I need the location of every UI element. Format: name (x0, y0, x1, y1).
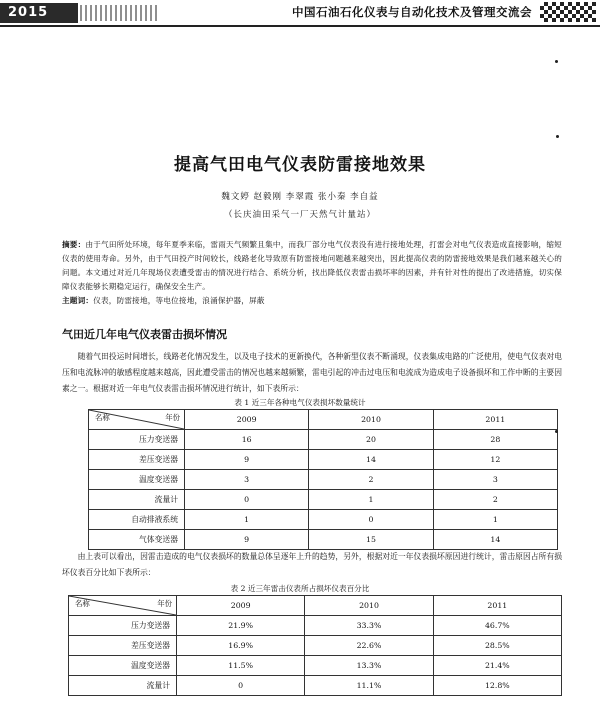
table-cell: 12.8% (433, 676, 561, 696)
table-cell: 0 (309, 510, 433, 530)
table1-row-name: 自动排液系统 (89, 510, 185, 530)
body-paragraph-1: 随着气田投运时间增长，线路老化情况发生，以及电子技术的更新换代，各种新型仪表不断涌现，仪表集成电路的广泛使用，使电气仪表对电压和电流脉冲的敏感程度越来越高，因此遭受雷击的情况也越来越频繁，雷电引起的冲击过电压和电流成为造成电子设备损坏和工作中断的主要因素之一。根据对近一年电气仪表雷击损坏情况进行统计，如下表所示： (62, 352, 562, 393)
table-cell: 11.1% (305, 676, 433, 696)
table1-row-name: 流量计 (89, 490, 185, 510)
table2-diagonal-header (69, 596, 177, 616)
table-row (89, 510, 558, 530)
table2 (68, 595, 562, 696)
table1-diagonal-header (89, 410, 185, 430)
scan-speck (556, 135, 559, 138)
table2-year: 2009 (177, 596, 305, 616)
scan-speck (555, 60, 558, 63)
table2-row-name: 温度变送器 (69, 656, 177, 676)
table-cell: 28 (433, 430, 557, 450)
table1 (88, 409, 558, 550)
table1-row-name: 压力变送器 (89, 430, 185, 450)
table1-year: 2011 (433, 410, 557, 430)
table1-caption: 表 1 近三年各种电气仪表损坏数量统计 (234, 398, 366, 407)
table-cell: 9 (185, 450, 309, 470)
table1-year: 2010 (309, 410, 433, 430)
table-row (89, 530, 558, 550)
table2-head-year: 年份 (157, 599, 172, 608)
paper-authors: 魏文婷 赵毅刚 李翠霞 张小秦 李自益 (221, 192, 379, 202)
table1-row-name: 气体变送器 (89, 530, 185, 550)
table-row (89, 470, 558, 490)
header-rule (0, 25, 600, 27)
body-paragraph-2: 由上表可以看出，因雷击造成的电气仪表损坏的数量总体呈逐年上升的趋势，另外，根据对近一年仪表损坏原因进行统计，雷击原因占所有损坏仪表百分比如下表所示： (62, 552, 562, 577)
table-cell: 28.5% (433, 636, 561, 656)
table-cell: 16 (185, 430, 309, 450)
header-year: 2015 (0, 3, 78, 23)
scan-speck (555, 430, 558, 433)
table2-row-name: 差压变送器 (69, 636, 177, 656)
table-cell: 0 (177, 676, 305, 696)
abstract-text: 由于气田所处环境，每年夏季来临，雷雨天气频繁且集中，而我厂部分电气仪表没有进行接地处理，打雷会对电气仪表造成直接影响，缩短仪表的使用寿命。另外，由于气田投产时间较长，线路老化导致原有防雷接地问题越来越突出，因此提高仪表的防雷接地效果是我们越来越关心的问题。本文通过对近几年现场仪表遭受雷击的情况进行结合、系统分析，找出降低仪表雷击损坏率的因素，并有针对性的提出了改进措施，切实保障仪表能够长期稳定运行，确保安全生产。 (62, 240, 562, 291)
table-cell: 2 (433, 490, 557, 510)
table-cell: 1 (433, 510, 557, 530)
table2-head-name: 名称 (75, 599, 90, 608)
table-row (69, 616, 562, 636)
keywords-text: 仪表，防雷接地，等电位接地，浪涌保护器，屏蔽 (93, 296, 265, 305)
table-cell: 12 (433, 450, 557, 470)
page-header (0, 0, 600, 26)
table1-header-row (89, 410, 558, 430)
table-cell: 11.5% (177, 656, 305, 676)
paper-affiliation: （长庆油田采气一厂天然气计量站） (223, 210, 376, 220)
table-cell: 33.3% (305, 616, 433, 636)
table-cell: 9 (185, 530, 309, 550)
table2-year: 2011 (433, 596, 561, 616)
table-cell: 14 (433, 530, 557, 550)
header-journal-title: 中国石油石化仪表与自动化技术及管理交流会 (292, 5, 532, 19)
table-cell: 3 (185, 470, 309, 490)
table-row (89, 490, 558, 510)
table-row (89, 430, 558, 450)
table1-row-name: 温度变送器 (89, 470, 185, 490)
table-cell: 46.7% (433, 616, 561, 636)
table2-header-row (69, 596, 562, 616)
table1-year: 2009 (185, 410, 309, 430)
table-cell: 20 (309, 430, 433, 450)
table2-year: 2010 (305, 596, 433, 616)
table-row (69, 656, 562, 676)
table-row (89, 450, 558, 470)
table-row (69, 636, 562, 656)
table2-row-name: 压力变送器 (69, 616, 177, 636)
table-cell: 21.9% (177, 616, 305, 636)
table-cell: 15 (309, 530, 433, 550)
abstract (62, 238, 562, 294)
table-cell: 16.9% (177, 636, 305, 656)
table-cell: 1 (309, 490, 433, 510)
table2-caption: 表 2 近三年雷击仪表所占损坏仪表百分比 (230, 584, 370, 593)
keywords (62, 295, 562, 306)
table-row (69, 676, 562, 696)
table-cell: 3 (433, 470, 557, 490)
section-heading: 气田近几年电气仪表雷击损坏情况 (62, 328, 227, 341)
table-cell: 14 (309, 450, 433, 470)
table1-row-name: 差压变送器 (89, 450, 185, 470)
table2-row-name: 流量计 (69, 676, 177, 696)
header-dot-pattern (80, 5, 160, 21)
keywords-label: 主题词： (62, 296, 94, 305)
table-cell: 22.6% (305, 636, 433, 656)
table-cell: 2 (309, 470, 433, 490)
paper-title: 提高气田电气仪表防雷接地效果 (174, 155, 426, 175)
abstract-label: 摘要： (62, 240, 86, 249)
header-checker-pattern (540, 2, 596, 22)
table1-head-name: 名称 (95, 413, 110, 422)
table-cell: 0 (185, 490, 309, 510)
table-cell: 13.3% (305, 656, 433, 676)
table-cell: 21.4% (433, 656, 561, 676)
table1-head-year: 年份 (165, 413, 180, 422)
table-cell: 1 (185, 510, 309, 530)
